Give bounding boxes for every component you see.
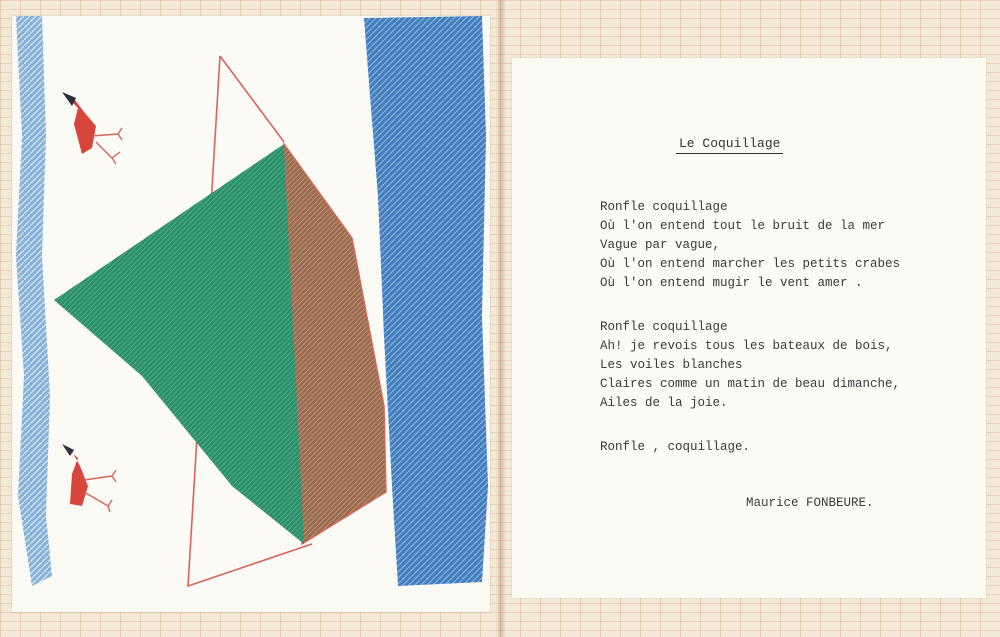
bird-bottom-icon [62,444,116,512]
poem-line: Où l'on entend tout le bruit de la mer [600,219,886,233]
poem-line: Où l'on entend mugir le vent amer . [600,276,863,290]
poem-line: Ronfle coquillage [600,320,728,334]
poem-sheet [512,58,986,598]
poem-author: Maurice FONBEURE. [746,496,874,510]
poem-line: Ronfle , coquillage. [600,440,751,454]
poem-line: Les voiles blanches [600,358,743,372]
stanza-1 [600,198,900,293]
drawing-sheet [12,16,490,612]
poem-line: Où l'on entend marcher les petits crabes [600,257,901,271]
bird-top-icon [62,92,122,164]
sail [54,144,304,544]
water-left [16,16,52,586]
notebook-gutter [496,0,506,637]
stanza-2 [600,318,900,413]
poem-line: Vague par vague, [600,238,721,252]
poem-line: Ah! je revois tous les bateaux de bois, [600,339,893,353]
stanza-3 [600,438,750,457]
poem-line: Ronfle coquillage [600,200,728,214]
water-right [364,16,488,586]
poem-line: Ailes de la joie. [600,396,728,410]
poem-line: Claires comme un matin de beau dimanche, [600,377,901,391]
sailboat-drawing [12,16,490,612]
poem-title: Le Coquillage [676,136,783,154]
